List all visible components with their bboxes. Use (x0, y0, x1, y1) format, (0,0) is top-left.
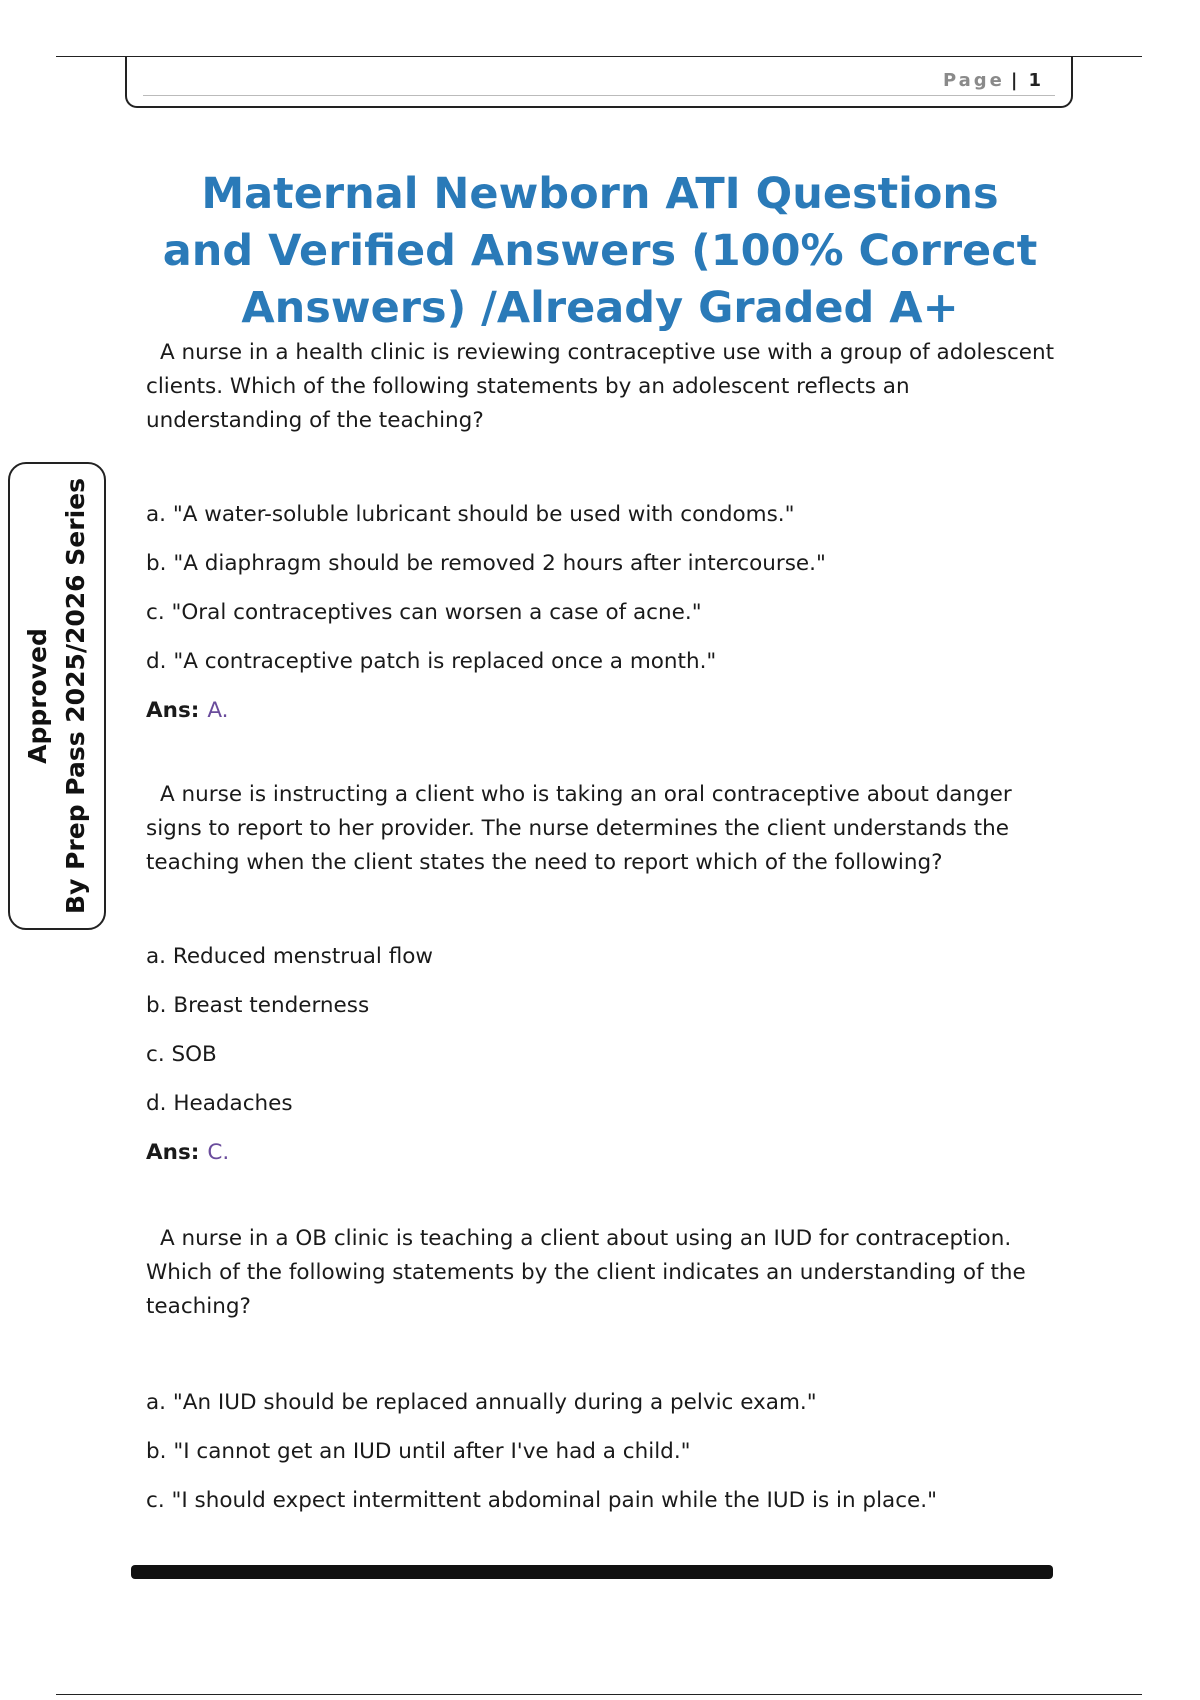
question-1-option-c: c. "Oral contraceptives can worsen a case of acne." (146, 600, 702, 625)
question-3-text: A nurse in a OB clinic is teaching a client about using an IUD for contraception. Which of the following statements by the client indicates an understanding of the teaching? (146, 1226, 1026, 1319)
footer-bar (131, 1565, 1053, 1579)
question-3-option-c: c. "I should expect intermittent abdominal pain while the IUD is in place." (146, 1488, 937, 1513)
question-2-answer (146, 1136, 1066, 1170)
question-2-option-b: b. Breast tenderness (146, 993, 370, 1018)
answer-value: C. (207, 1140, 230, 1165)
stamp-line-series: By Prep Pass 2025/2026 Series (61, 478, 90, 914)
question-1-option-a: a. "A water-soluble lubricant should be used with condoms." (146, 502, 795, 527)
page-header (125, 56, 1073, 108)
page-number-value: 1 (1028, 70, 1041, 91)
question-2-options (146, 940, 1066, 1121)
question-1-option-b: b. "A diaphragm should be removed 2 hours after intercourse." (146, 551, 826, 576)
question-2-option-d: d. Headaches (146, 1091, 293, 1116)
approval-stamp (8, 462, 106, 930)
question-3-options (146, 1386, 1066, 1518)
question-2-option-a: a. Reduced menstrual flow (146, 944, 434, 969)
question-list (146, 336, 1066, 1533)
question-2-text: A nurse is instructing a client who is taking an oral contraceptive about danger signs to report to her provider. The nurse determines the client understands the teaching when the client states the need to report which of the following? (146, 782, 1012, 875)
question-1-answer (146, 694, 1066, 728)
answer-label: Ans: (146, 698, 200, 723)
header-rule (143, 95, 1055, 96)
stamp-line-approved: Approved (23, 628, 52, 764)
stamp-text (19, 466, 95, 926)
question-3-option-a: a. "An IUD should be replaced annually during a pelvic exam." (146, 1390, 817, 1415)
answer-label: Ans: (146, 1140, 200, 1165)
question-1-text: A nurse in a health clinic is reviewing contraceptive use with a group of adolescent clients. Which of the following statements by an adolescent reflects an understanding of the teaching? (146, 340, 1055, 433)
document-title: Maternal Newborn ATI Questions and Verified Answers (100% Correct Answers) /Already Graded A+ (162, 169, 1038, 333)
answer-value: A. (207, 698, 229, 723)
question-3-option-b: b. "I cannot get an IUD until after I've had a child." (146, 1439, 691, 1464)
question-1-options (146, 498, 1066, 679)
bottom-rule (56, 1694, 1142, 1695)
question-2-option-c: c. SOB (146, 1042, 217, 1067)
page-label: Page (942, 70, 1005, 91)
page-number (943, 70, 1041, 91)
question-1-option-d: d. "A contraceptive patch is replaced once a month." (146, 649, 717, 674)
page-separator: | (1010, 70, 1021, 91)
